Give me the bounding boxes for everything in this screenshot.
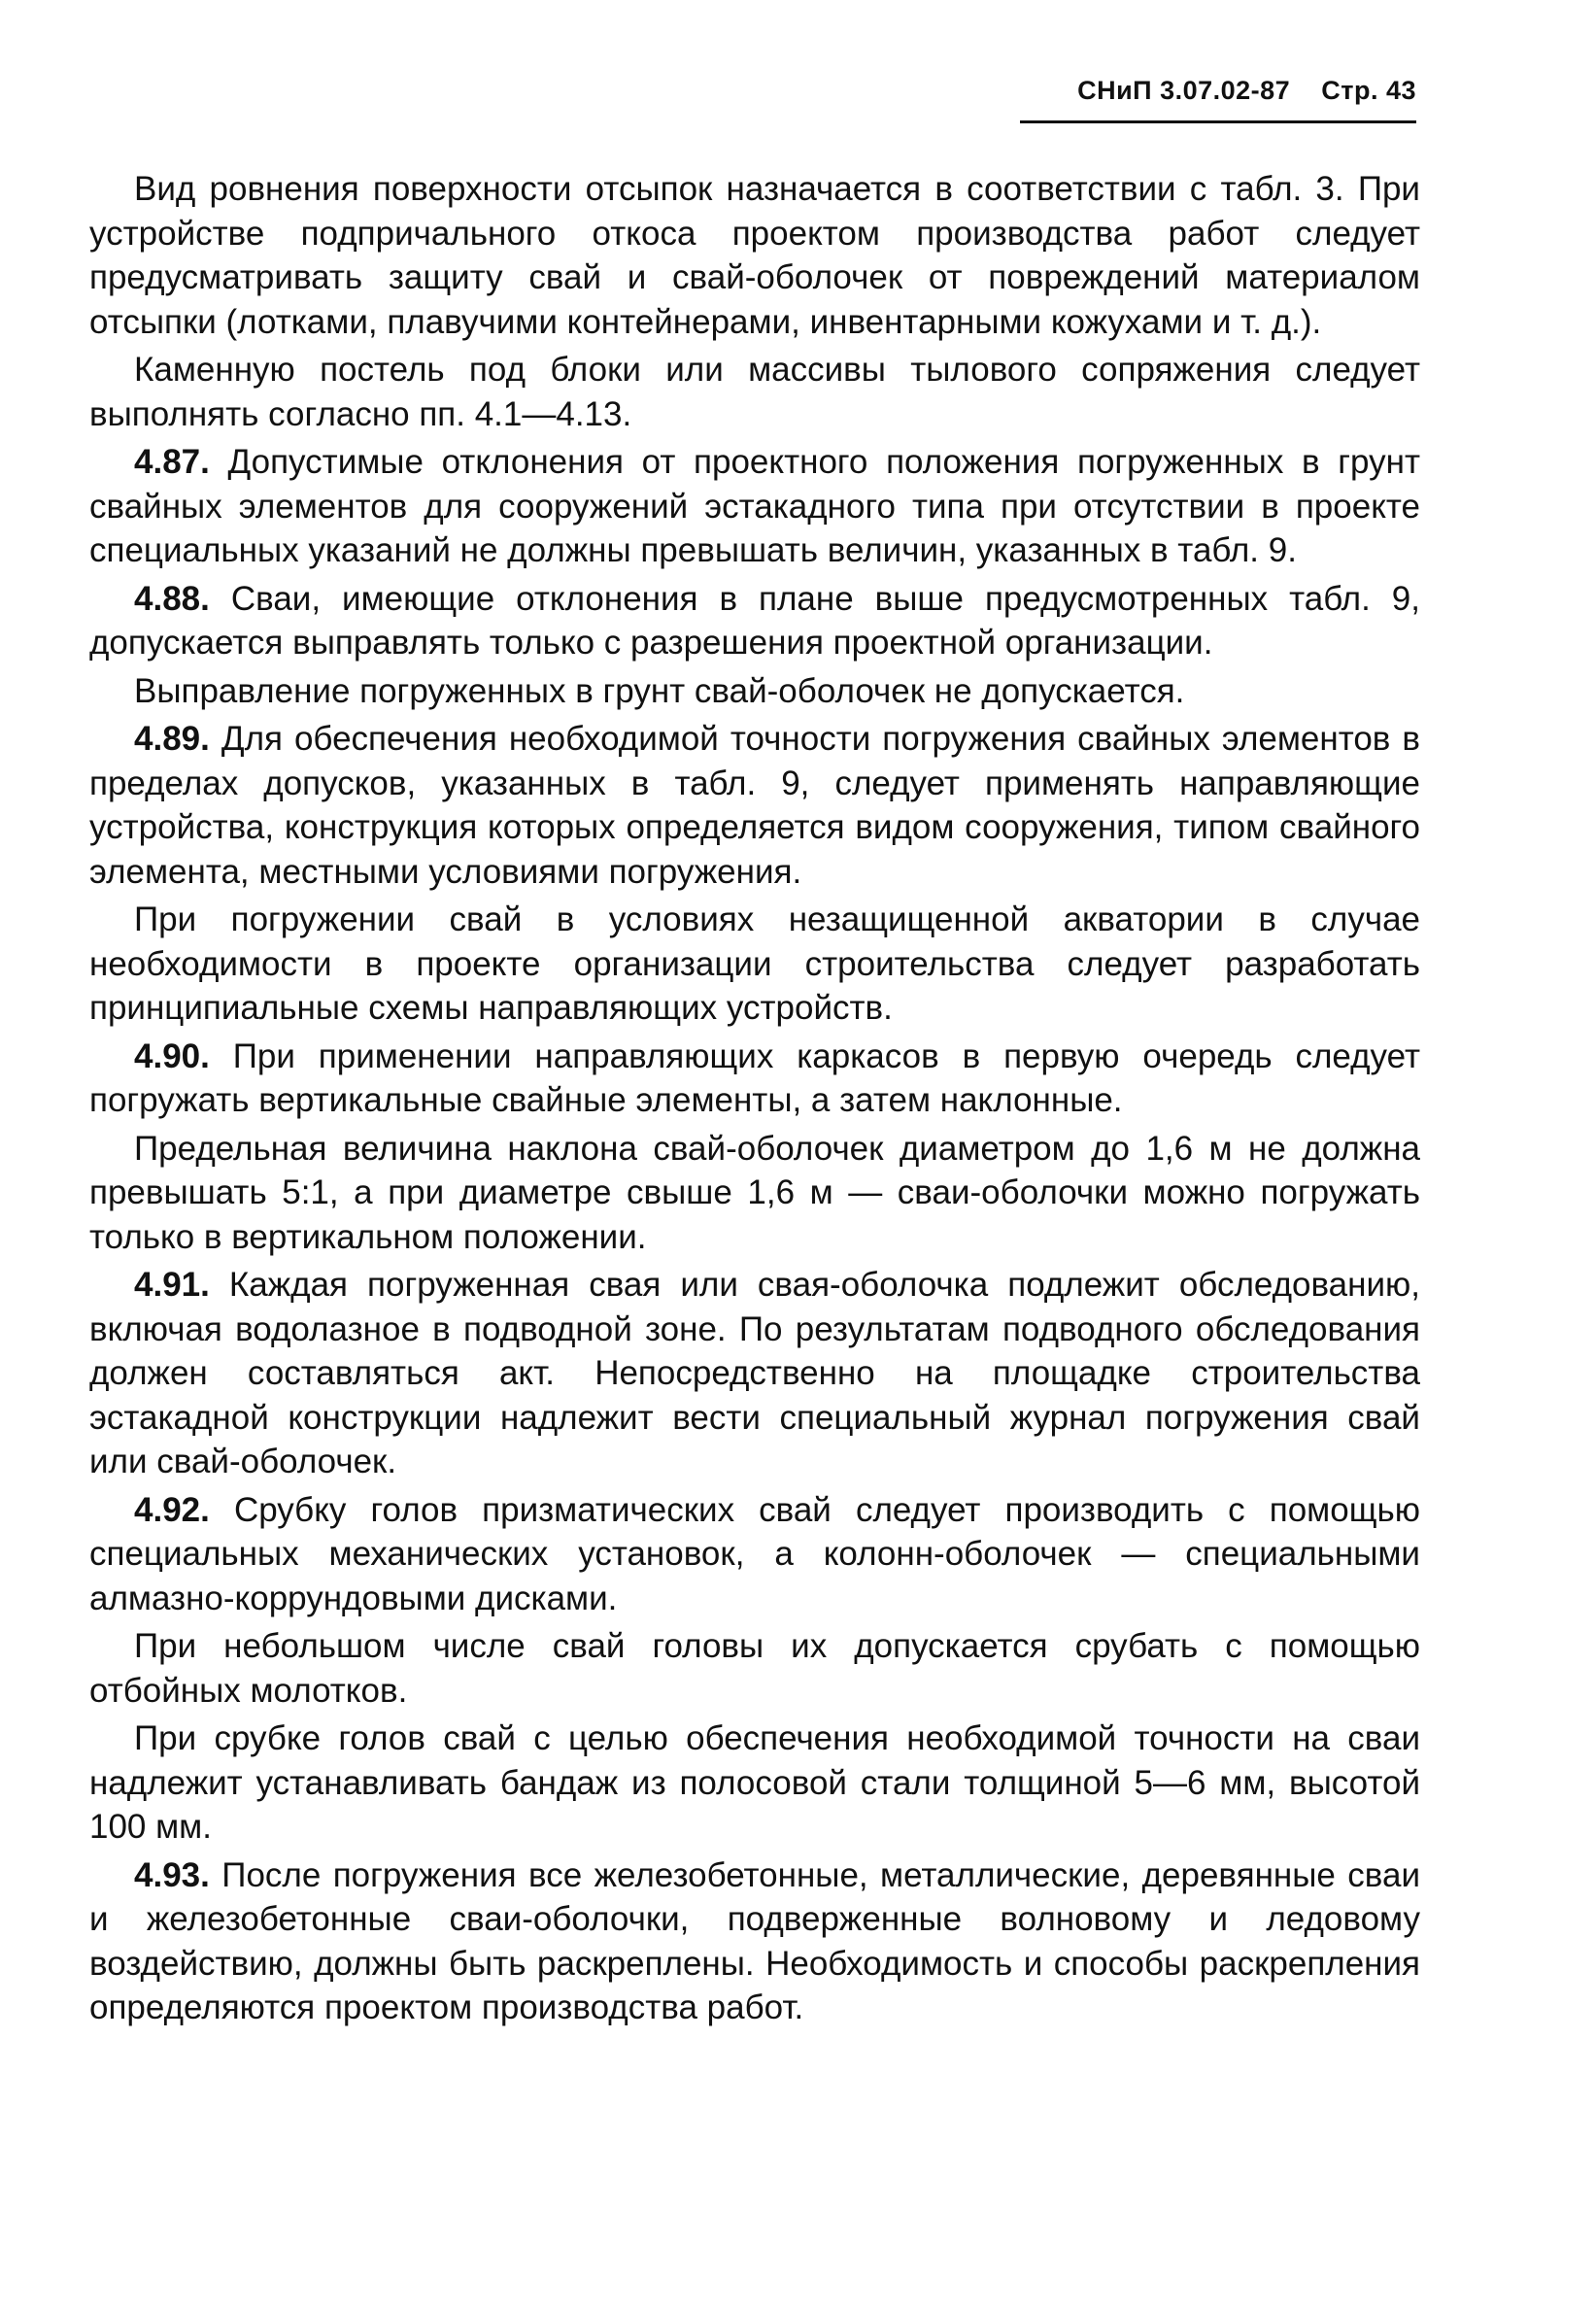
page-header (1010, 76, 1416, 106)
paragraph (89, 669, 1420, 714)
paragraph-text: Каменную постель под блоки или массивы тылового сопряжения следует выполнять согласно пп. 4.1—4.13. (89, 351, 1420, 433)
header-divider (1020, 120, 1416, 123)
page-number: Стр. 43 (1321, 76, 1416, 105)
paragraph-text: Сваи, имеющие отклонения в плане выше предусмотренных табл. 9, допускается выправлять только с разрешения проектной организации. (89, 579, 1420, 662)
paragraph-number: 4.87. (134, 443, 210, 481)
document-code: СНиП 3.07.02-87 (1077, 76, 1291, 105)
paragraph-text: Допустимые отклонения от проектного положения погруженных в грунт свайных элементов для сооружений эстакадного типа при отсутствии в проекте специальных указаний не должны превышать величин, указанных в табл. 9. (89, 443, 1420, 569)
paragraph-text: При небольшом числе свай головы их допускается срубать с помощью отбойных молотков. (89, 1627, 1420, 1710)
paragraph-number: 4.88. (134, 579, 210, 618)
paragraph-text: Срубку голов призматических свай следует производить с помощью специальных механических установок, а колонн-оболочек — специальными алмазно-коррундовыми дисками. (89, 1490, 1420, 1617)
paragraph (89, 1263, 1420, 1484)
paragraph-text: После погружения все железобетонные, металлические, деревянные сваи и железобетонные сваи-оболочки, подверженные волновому и ледовому воздействию, должны быть раскреплены. Необходимость и способы раскрепления определяются проектом производства работ. (89, 1855, 1420, 2026)
paragraph (89, 1624, 1420, 1713)
paragraph (89, 1127, 1420, 1260)
paragraph (89, 1488, 1420, 1621)
paragraph (89, 167, 1420, 344)
paragraph (89, 717, 1420, 894)
paragraph (89, 577, 1420, 665)
paragraph-text: Вид ровнения поверхности отсыпок назначается в соответствии с табл. 3. При устройстве подпричального откоса проектом производства работ следует предусматривать защиту свай и свай-оболочек от повреждений материалом отсыпки (лотками, плавучими контейнерами, инвентарными кожухами и т. д.). (89, 170, 1420, 341)
paragraph-number: 4.93. (134, 1855, 210, 1894)
paragraph-number: 4.89. (134, 720, 210, 758)
paragraph-text: Выправление погруженных в грунт свай-оболочек не допускается. (134, 671, 1185, 710)
paragraph-text: Для обеспечения необходимой точности погружения свайных элементов в пределах допусков, указанных в табл. 9, следует применять направляющие устройства, конструкция которых определяется видом сооружения, типом свайного элемента, местными условиями погружения. (89, 720, 1420, 891)
paragraph-text: Предельная величина наклона свай-оболочек диаметром до 1,6 м не должна превышать 5:1, а при диаметре свыше 1,6 м — сваи-оболочки можно погружать только в вертикальном положении. (89, 1129, 1420, 1256)
paragraph (89, 348, 1420, 436)
paragraph-text: При погружении свай в условиях незащищенной акватории в случае необходимости в проекте организации строительства следует разработать принципиальные схемы направляющих устройств. (89, 901, 1420, 1027)
paragraph (89, 1716, 1420, 1850)
paragraph (89, 1035, 1420, 1123)
paragraph-text: При применении направляющих каркасов в первую очередь следует погружать вертикальные свайные элементы, а затем наклонные. (89, 1037, 1420, 1119)
paragraph-text: При срубке голов свай с целью обеспечения необходимой точности на сваи надлежит устанавливать бандаж из полосовой стали толщиной 5—6 мм, высотой 100 мм. (89, 1719, 1420, 1846)
paragraph-number: 4.91. (134, 1266, 210, 1304)
paragraph (89, 1853, 1420, 2030)
paragraph (89, 440, 1420, 573)
paragraph (89, 898, 1420, 1031)
document-body (89, 167, 1420, 2034)
paragraph-number: 4.92. (134, 1490, 210, 1529)
paragraph-number: 4.90. (134, 1037, 210, 1075)
paragraph-text: Каждая погруженная свая или свая-оболочка подлежит обследованию, включая водолазное в подводной зоне. По результатам подводного обследования должен составляться акт. Непосредственно на площадке строительства эстакадной конструкции надлежит вести специальный журнал погружения свай или свай-оболочек. (89, 1266, 1420, 1480)
